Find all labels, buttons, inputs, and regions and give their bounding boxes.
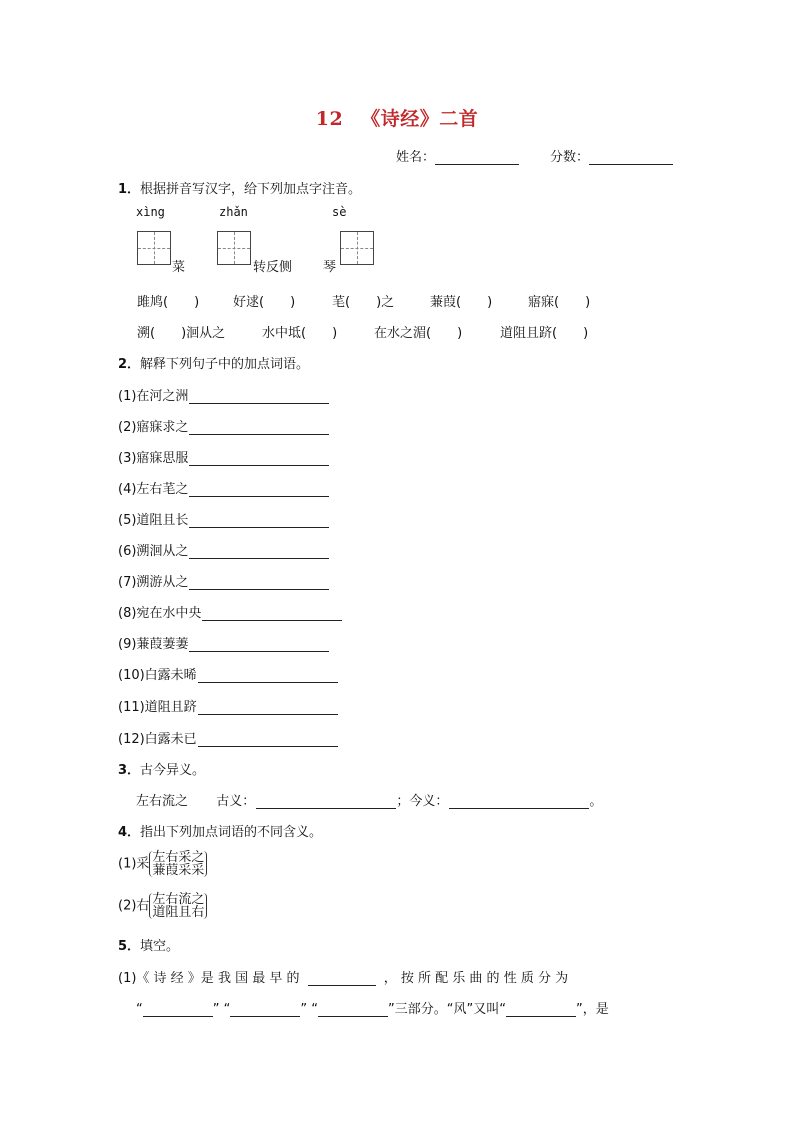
answer-blank[interactable] — [198, 732, 338, 747]
answer-blank[interactable] — [189, 451, 329, 466]
explain-item[interactable]: (11)道阻且跻 — [118, 696, 338, 715]
ancient-meaning-blank[interactable] — [256, 794, 396, 809]
explain-item[interactable]: (8)宛在水中央 — [118, 602, 342, 621]
word-part: 转反侧 — [253, 260, 293, 275]
pinyin-label: sè — [332, 205, 347, 219]
question-2: 2．解释下列句子中的加点词语。 — [118, 357, 310, 372]
ancient-modern-row: 左右流之 古义： ；今义： 。 — [136, 794, 603, 809]
question-4: 4．指出下列加点词语的不同含义。 — [118, 825, 323, 840]
brace-group: 左右流之 道阻且右 — [149, 893, 207, 919]
answer-blank[interactable] — [189, 389, 329, 404]
word-part: 琴 — [323, 260, 337, 275]
phonetic-item[interactable]: 芼( )之 — [332, 295, 395, 310]
answer-blank[interactable] — [189, 420, 329, 435]
page-title: 12 《诗经》二首 — [315, 108, 479, 130]
fill-line-1: (1)《 诗 经 》是 我 国 最 早 的 ， 按 所 配 乐 曲 的 性 质 分 为 — [118, 971, 569, 986]
explain-item[interactable]: (10)白露未晞 — [118, 664, 338, 683]
brace-group: 左右采之 蒹葭采采 — [149, 851, 207, 877]
pinyin-label: xìng — [136, 205, 165, 219]
question-1: 1．根据拼音写汉字，给下列加点字注音。 — [118, 182, 362, 197]
phonetic-item[interactable]: 雎鸠( ) — [137, 295, 200, 310]
fill-blank[interactable] — [308, 971, 376, 986]
explain-item[interactable]: (6)溯洄从之 — [118, 540, 329, 559]
phonetic-item[interactable]: 蒹葭( ) — [430, 295, 493, 310]
question-5: 5．填空。 — [118, 939, 180, 954]
phonetic-item[interactable]: 寤寐( ) — [528, 295, 591, 310]
explain-item[interactable]: (7)溯游从之 — [118, 571, 329, 590]
answer-blank[interactable] — [189, 482, 329, 497]
fill-blank[interactable] — [506, 1002, 576, 1017]
explain-item[interactable]: (9)蒹葭萋萋 — [118, 633, 329, 652]
name-blank[interactable] — [435, 150, 519, 165]
phonetic-item[interactable]: 道阻且跻( ) — [500, 326, 589, 341]
fill-blank[interactable] — [143, 1002, 213, 1017]
score-blank[interactable] — [589, 150, 673, 165]
explain-item[interactable]: (3)寤寐思服 — [118, 447, 329, 466]
answer-blank[interactable] — [189, 513, 329, 528]
pinyin-label: zhǎn — [219, 205, 248, 219]
meaning-group[interactable]: (2)右 左右流之 道阻且右 — [118, 893, 207, 919]
modern-meaning-blank[interactable] — [449, 794, 589, 809]
answer-blank[interactable] — [198, 700, 338, 715]
explain-item[interactable]: (4)左右芼之 — [118, 478, 329, 497]
phonetic-item[interactable]: 水中坻( ) — [262, 326, 338, 341]
name-field[interactable]: 姓名： — [396, 146, 519, 165]
phonetic-item[interactable]: 在水之湄( ) — [374, 326, 463, 341]
phonetic-item[interactable]: 溯( )洄从之 — [137, 326, 226, 341]
score-field[interactable]: 分数： — [550, 146, 673, 165]
meaning-group[interactable]: (1)采 左右采之 蒹葭采采 — [118, 851, 207, 877]
character-box[interactable] — [340, 231, 374, 265]
explain-item[interactable]: (5)道阻且长 — [118, 509, 329, 528]
phonetic-item[interactable]: 好逑( ) — [233, 295, 296, 310]
fill-blank[interactable] — [230, 1002, 300, 1017]
answer-blank[interactable] — [189, 544, 329, 559]
character-box[interactable] — [217, 231, 251, 265]
answer-blank[interactable] — [198, 668, 338, 683]
answer-blank[interactable] — [202, 606, 342, 621]
explain-item[interactable]: (2)寤寐求之 — [118, 416, 329, 435]
explain-item[interactable]: (1)在河之洲 — [118, 385, 329, 404]
fill-blank[interactable] — [318, 1002, 388, 1017]
question-3: 3．古今异义。 — [118, 763, 206, 778]
explain-item[interactable]: (12)白露未已 — [118, 728, 338, 747]
fill-line-2: “ ” “ ” “ ”三部分。“风”又叫“ ”，是 — [136, 1002, 609, 1017]
answer-blank[interactable] — [189, 575, 329, 590]
character-box[interactable] — [137, 231, 171, 265]
answer-blank[interactable] — [189, 637, 329, 652]
word-part: 菜 — [172, 260, 186, 275]
